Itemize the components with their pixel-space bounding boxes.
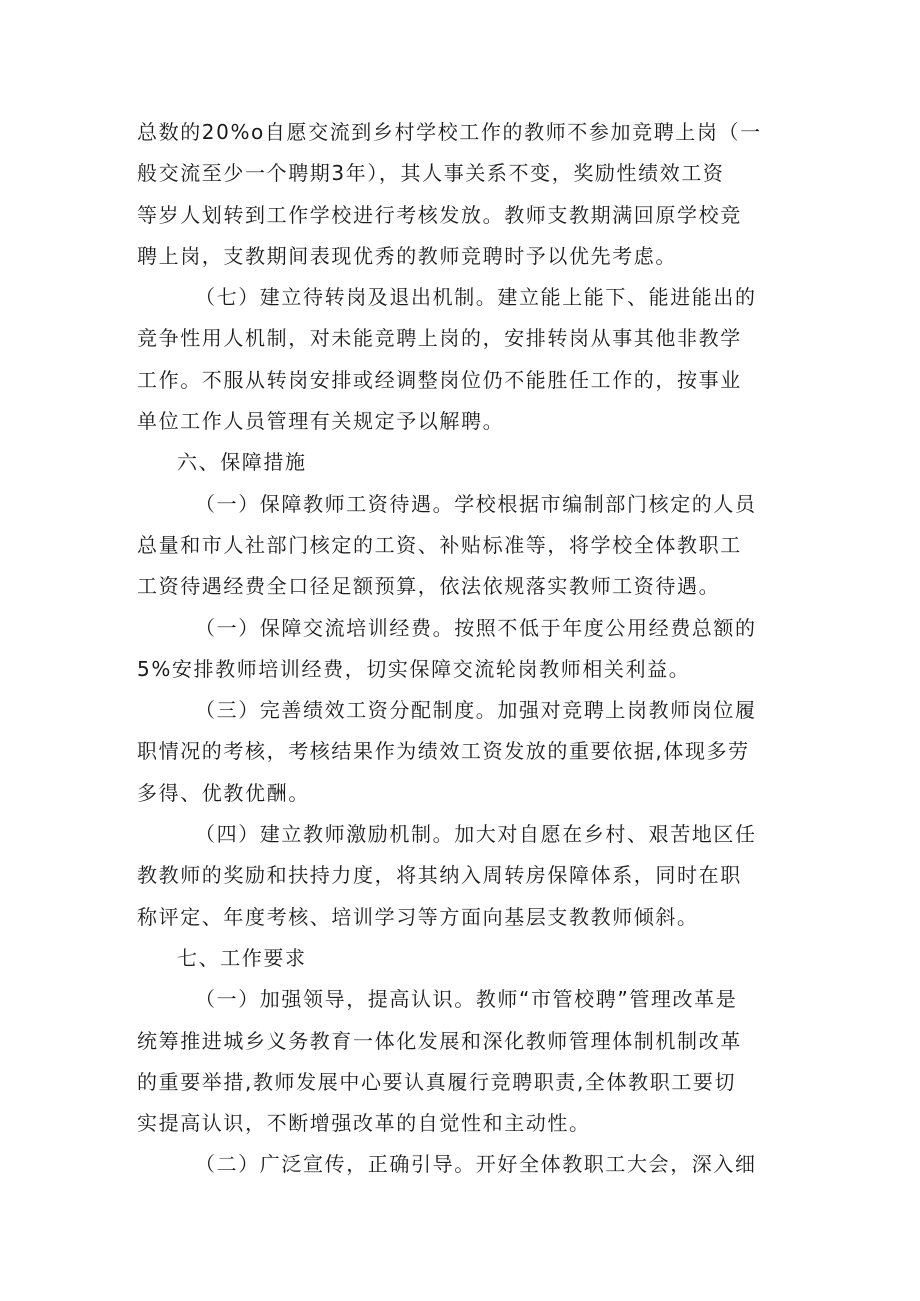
paragraph-start: （一）加强领导，提高认识。教师“市管校聘”管理改革是 — [195, 987, 738, 1012]
text-line: 总数的20%o自愿交流到乡村学校工作的教师不参加竞聘上岗（一 — [137, 120, 762, 144]
text-line: 总量和市人社部门核定的工资、补贴标准等，将学校全体教职工 — [137, 532, 742, 557]
paragraph-start: （三）完善绩效工资分配制度。加强对竞聘上岗教师岗位履 — [195, 698, 757, 723]
text-line: 工资待遇经费全口径足额预算，依法依规落实教师工资待遇。 — [137, 574, 721, 599]
section-heading: 七、工作要求 — [177, 945, 307, 970]
text-line: 统筹推进城乡义务教育一体化发展和深化教师管理体制机制改革 — [137, 1028, 742, 1053]
text-line: 实提高认识，不断增强改革的自觉性和主动性。 — [137, 1111, 591, 1136]
section-heading: 六、保障措施 — [177, 450, 307, 475]
text-line: 单位工作人员管理有关规定予以解聘。 — [137, 409, 505, 434]
text-line: 教教师的奖励和扶持力度，将其纳入周转房保障体系，同时在职 — [137, 863, 742, 888]
paragraph-start: （七）建立待转岗及退出机制。建立能上能下、能进能出的 — [195, 285, 757, 310]
text-line: 职情况的考核，考核结果作为绩效工资发放的重要依据,体现多劳 — [137, 739, 750, 764]
paragraph-start: （一）保障教师工资待遇。学校根据市编制部门核定的人员 — [195, 491, 757, 516]
text-line: 称评定、年度考核、培训学习等方面向基层支教教师倾斜。 — [137, 904, 699, 929]
paragraph-start: （四）建立教师激励机制。加大对自愿在乡村、艰苦地区任 — [195, 822, 757, 847]
paragraph-start: （二）广泛宣传，正确引导。开好全体教职工大会，深入细 — [195, 1152, 757, 1177]
text-line: 5%安排教师培训经费，切实保障交流轮岗教师相关利益。 — [137, 656, 691, 681]
paragraph-start: （一）保障交流培训经费。按照不低于年度公用经费总额的 — [195, 615, 757, 640]
text-line: 般交流至少一个聘期3年），其人事关系不变，奖励性绩效工资 — [137, 161, 725, 186]
text-line: 的重要举措,教师发展中心要认真履行竞聘职责,全体教职工要切 — [137, 1069, 737, 1094]
text-line: 多得、优教优酬。 — [137, 780, 310, 805]
text-line: 聘上岗，支教期间表现优秀的教师竞聘时予以优先考虑。 — [137, 243, 677, 268]
text-line: 工作。不服从转岗安排或经调整岗位仍不能胜任工作的，按事业 — [137, 367, 742, 392]
document-body — [137, 112, 797, 1186]
text-line: 等岁人划转到工作学校进行考核发放。教师支教期满回原学校竞 — [137, 202, 742, 227]
text-line: 竞争性用人机制，对未能竞聘上岗的，安排转岗从事其他非教学 — [137, 326, 742, 351]
